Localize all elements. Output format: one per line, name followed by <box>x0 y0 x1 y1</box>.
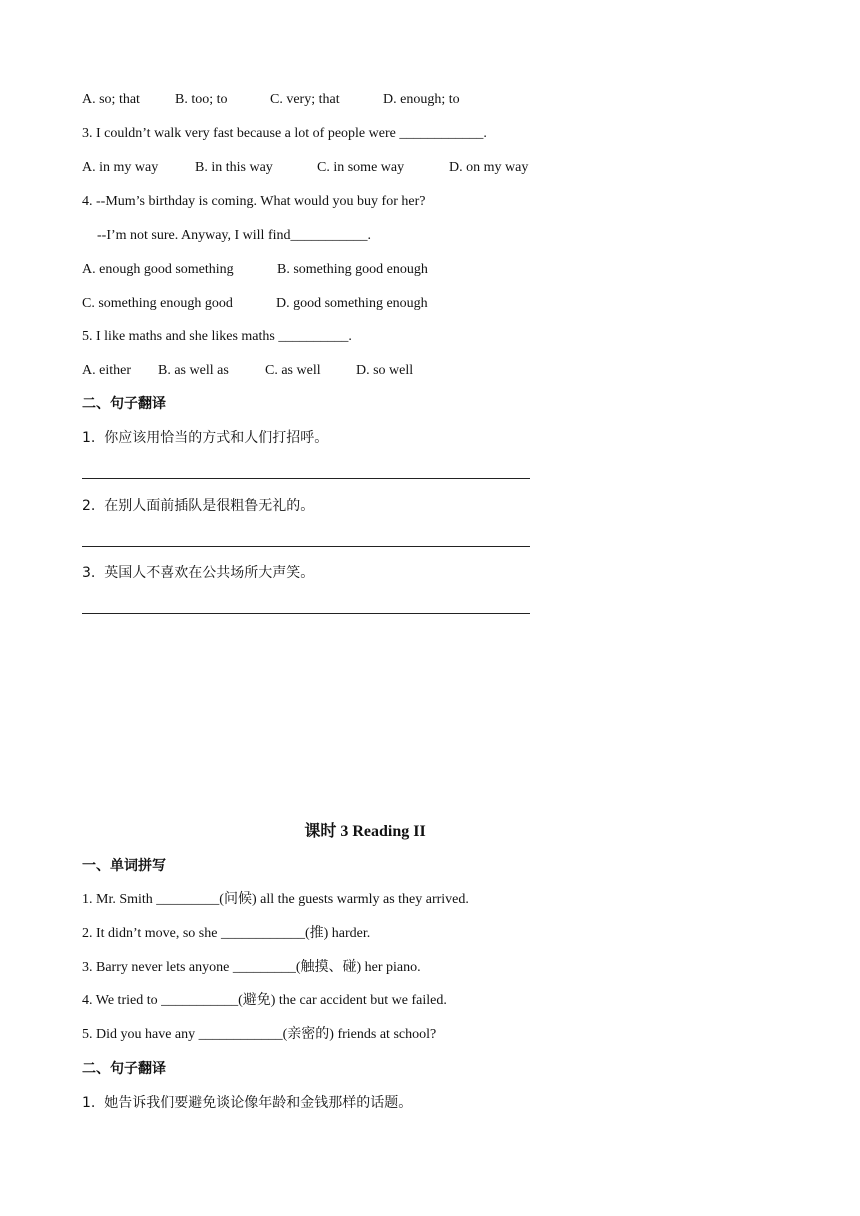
spelling-item-1: 1. Mr. Smith _________(问候) all the guests warmly as they arrived. <box>82 892 469 907</box>
q2-option-b: B. too; to <box>175 92 228 107</box>
q4-stem-line1: 4. --Mum’s birthday is coming. What would you buy for her? <box>82 194 426 209</box>
q3-option-d: D. on my way <box>449 160 529 175</box>
q5-option-a: A. either <box>82 363 131 378</box>
q2-option-d: D. enough; to <box>383 92 460 107</box>
translation-item-3: 3. 英国人不喜欢在公共场所大声笑。 <box>82 565 315 581</box>
q2-option-c: C. very; that <box>270 92 340 107</box>
section-heading-spelling: 一、单词拼写 <box>82 858 166 874</box>
spelling-item-5: 5. Did you have any ____________(亲密的) friends at school? <box>82 1027 437 1042</box>
q2-option-a: A. so; that <box>82 92 140 107</box>
q4-option-b: B. something good enough <box>277 262 428 277</box>
spelling-item-3: 3. Barry never lets anyone _________(触摸、碰) her piano. <box>82 960 421 975</box>
translation-item-2: 2. 在别人面前插队是很粗鲁无礼的。 <box>82 498 315 514</box>
q4-option-a: A. enough good something <box>82 262 234 277</box>
lesson-title: 课时 3 Reading II <box>304 823 426 840</box>
section-heading-translation-2: 二、句子翻译 <box>82 1061 166 1077</box>
answer-line-3[interactable] <box>82 613 530 614</box>
section-heading-translation: 二、句子翻译 <box>82 396 166 412</box>
q3-option-c: C. in some way <box>317 160 405 175</box>
q5-option-c: C. as well <box>265 363 321 378</box>
q4-option-d: D. good something enough <box>276 296 428 311</box>
q3-option-b: B. in this way <box>195 160 273 175</box>
answer-line-1[interactable] <box>82 478 530 479</box>
q3-stem: 3. I couldn’t walk very fast because a lot of people were ____________. <box>82 126 487 141</box>
q5-option-d: D. so well <box>356 363 414 378</box>
spelling-item-4: 4. We tried to ___________(避免) the car accident but we failed. <box>82 993 447 1008</box>
translation-item-1: 1. 你应该用恰当的方式和人们打招呼。 <box>82 430 329 446</box>
q4-stem-line2: --I’m not sure. Anyway, I will find___________. <box>97 228 371 243</box>
answer-line-2[interactable] <box>82 546 530 547</box>
q3-option-a: A. in my way <box>82 160 159 175</box>
spelling-item-2: 2. It didn’t move, so she ____________(推) harder. <box>82 926 371 941</box>
translation-item-l3-1: 1. 她告诉我们要避免谈论像年龄和金钱那样的话题。 <box>82 1095 413 1111</box>
q5-option-b: B. as well as <box>158 363 229 378</box>
q5-stem: 5. I like maths and she likes maths __________. <box>82 329 352 344</box>
q4-option-c: C. something enough good <box>82 296 233 311</box>
